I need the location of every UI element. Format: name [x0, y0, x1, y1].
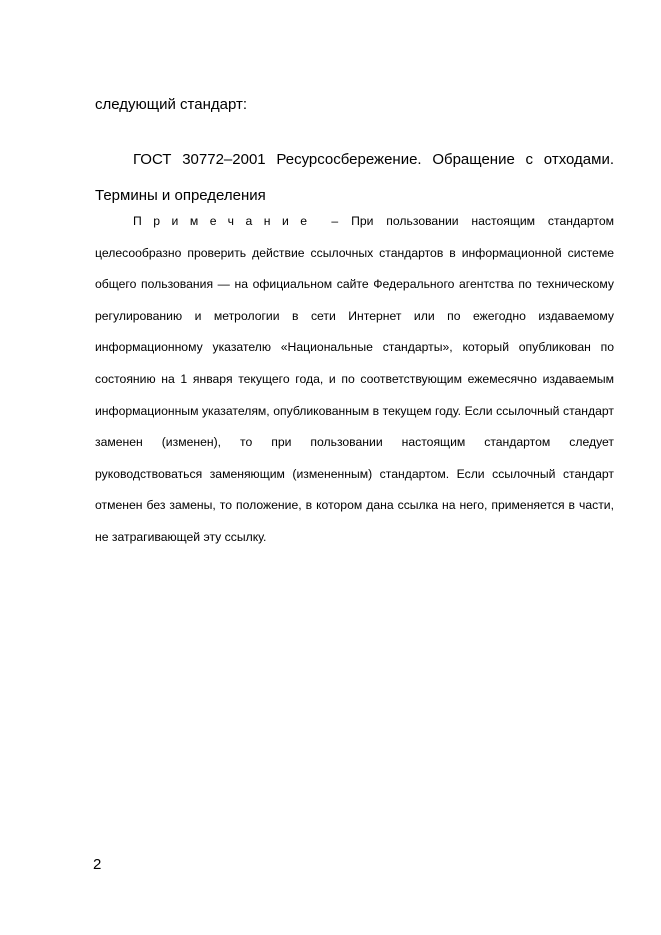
note-dash: –: [318, 214, 352, 228]
page-number: 2: [93, 856, 102, 873]
note-label: Примечание: [133, 214, 319, 228]
note-text: При пользовании настоящим стандартом целесообразно проверить действие ссылочных стандартов в информационной системе общего пользования — на официальном сайте Федерального агентства по техническому регулированию и метрологии в сети Интернет или по ежегодно издаваемому информационному указателю «Национальные стандарты», который опубликован по состоянию на 1 января текущего года, и по соответствующим ежемесячно издаваемым информационным указателям, опубликованным в текущем году. Если ссылочный стандарт заменен (изменен), то при пользовании настоящим стандартом следует руководствоваться заменяющим (измененным) стандартом. Если ссылочный стандарт отменен без замены, то положение, в котором дана ссылка на него, применяется в части, не затрагивающей эту ссылку.: [95, 214, 614, 544]
standard-reference-block: [95, 142, 614, 214]
standard-reference: ГОСТ 30772–2001 Ресурсосбережение. Обращение с отходами. Термины и определения: [95, 151, 614, 204]
note-paragraph: [95, 206, 614, 554]
note-block: [95, 206, 614, 554]
intro-line: следующий стандарт:: [95, 96, 248, 113]
